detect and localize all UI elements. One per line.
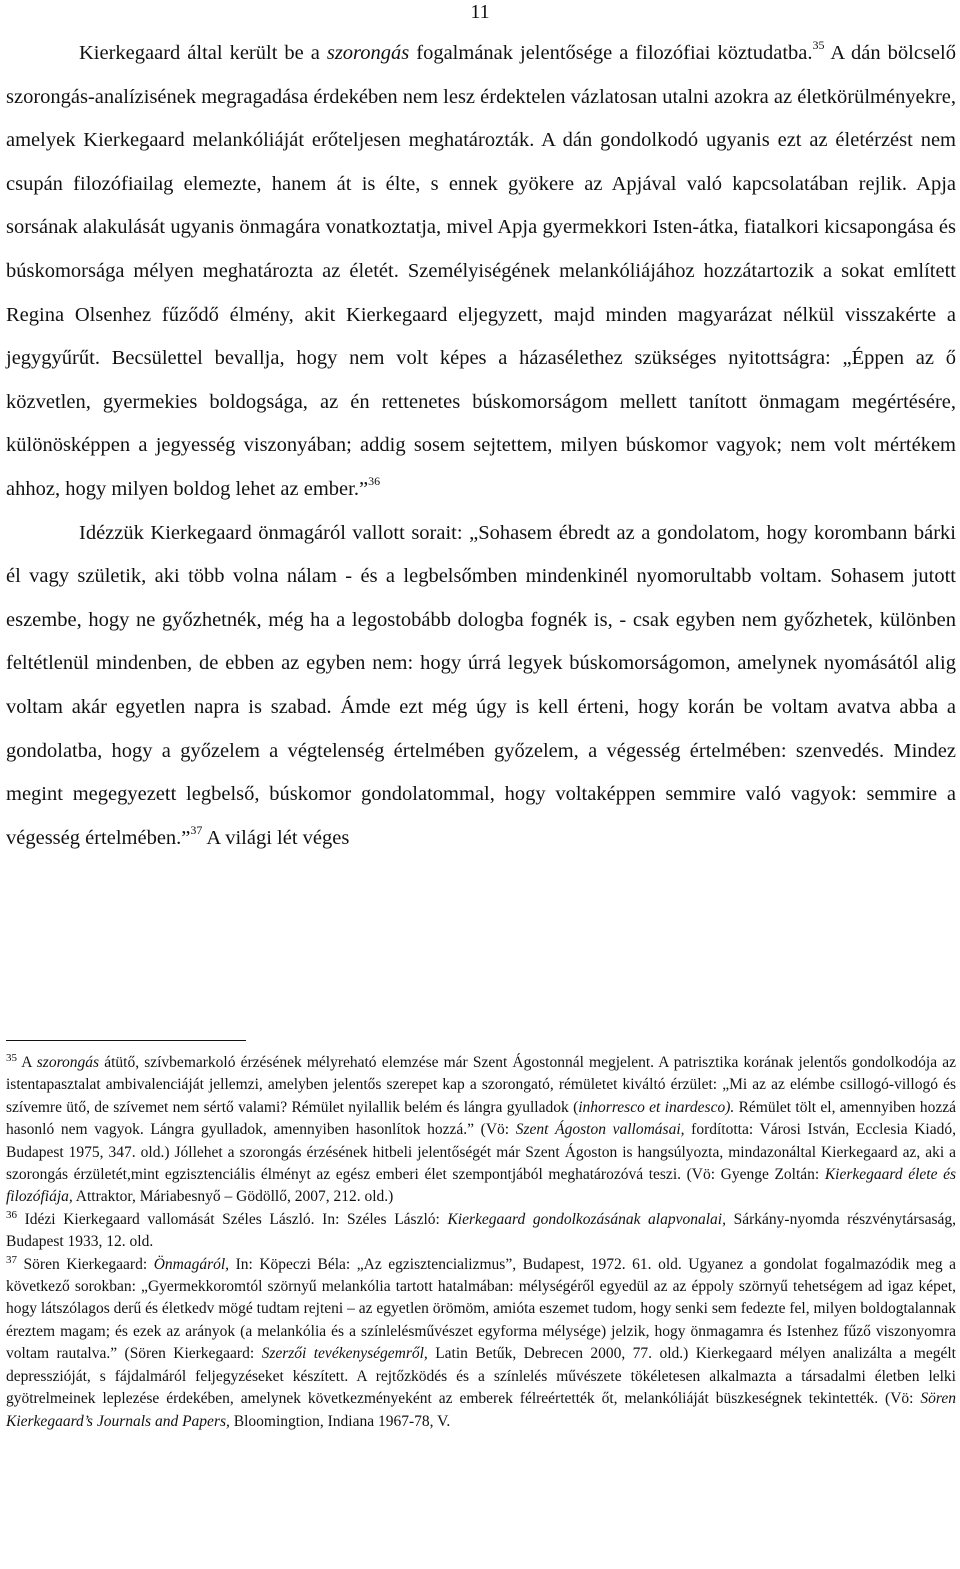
- footnote-35: [6, 1052, 956, 1209]
- fn37-emphasis-a: Önmagáról,: [153, 1255, 230, 1273]
- body-text: [6, 32, 956, 860]
- fn37-emphasis-c: Sören Kierkegaard’s Journals and Papers,: [6, 1390, 956, 1430]
- footnote-ref-36[interactable]: 36: [368, 474, 381, 489]
- page-number: 11: [470, 1, 490, 23]
- footnote-ref-37[interactable]: 37: [190, 822, 203, 837]
- fn35-emphasis-d: Kierkegaard élete és filozófiája,: [6, 1166, 957, 1206]
- fn35-emphasis-b: inhorresco et inardesco).: [578, 1098, 735, 1116]
- fn35-text-e: Attraktor, Máriabesnyő – Gödöllő, 2007, 212. old.): [72, 1188, 394, 1206]
- paragraph-1: [6, 32, 956, 512]
- footnote-number: 37: [6, 1253, 17, 1266]
- fn37-text-a: Sören Kierkegaard:: [17, 1255, 154, 1273]
- p1-text-a: Kierkegaard által került be a: [79, 42, 327, 64]
- fn36-emphasis-a: Kierkegaard gondolkozásának alapvonalai,: [447, 1210, 726, 1228]
- paragraph-2: [6, 512, 956, 861]
- fn35-text-d: fordította: Városi István, Ecclesia Kiadó, Budapest 1975, 347. old.) Jóllehet a szorongás érzésének hitbeli jelentőségét már Szent Ágoston is hangsúlyozta, mindazonáltal Kierkegaard az, aki a szorongás érzületét,mint egzisztenciális élményt az egész emberi élet szempontjából meghatározóvá teszi. (Vö: Gyenge Zoltán:: [6, 1121, 956, 1184]
- fn37-text-b: In: Köpeczi Béla: „Az egzisztencializmus”, Budapest, 1972. 61. old. Ugyanez a gondolat fogalmazódik meg a következő sorokban: „Gyermekkoromtól szörnyű melankólia tartott hatalmában: mélységéről egyedül az az éppoly szörnyű tehetségem ad igaz képet, hogy látszólagos derű és életkedv mögé tudtam rejteni – az egyetlen örömöm, amióta eszemet tudom, hogy senki sem fedezte fel, milyen boldogtalannak éreztem magam; és ezek az arányok (a melankólia és a színlelésművészet egyforma mélysége) jelzik, hogy önmagamra és Istenhez fűző viszonyomra voltam rautalva.” (Sören Kierkegaard:: [6, 1255, 956, 1363]
- footnote-ref-35[interactable]: 35: [812, 38, 825, 53]
- fn36-text-b: Sárkány-nyomda részvénytársaság, Budapest 1933, 12. old.: [6, 1210, 956, 1251]
- fn37-text-d: Bloomingtion, Indiana 1967-78, V.: [229, 1412, 451, 1430]
- footnotes: [6, 1052, 956, 1433]
- footnote-number: 36: [6, 1208, 17, 1221]
- p1-text-b: fogalmának jelentősége a filozófiai köztudatba.: [409, 42, 813, 64]
- fn37-text-c: Latin Betűk, Debrecen 2000, 77. old.) Kierkegaard mélyen analizálta a megélt depresszióját, s fájdalmáról feljegyzéseket készített. A rejtőzködés és a színlelés művészete tökéletesen alkalmazta a társadalmi életben lelki gyötrelmeinek leplezése érdekében, amelynek következményeként az emberek félreértették őt, melankóliáját büszkeségnek tekintették. (Vö:: [6, 1345, 956, 1408]
- fn35-text-a: A: [17, 1054, 37, 1071]
- p1-emphasis: szorongás: [326, 42, 410, 64]
- p2-text-b: A világi lét véges: [202, 826, 350, 849]
- fn35-text-b: átütő, szívbemarkoló érzésének mélyreható elemzése már Szent Ágostonnál megjelent. A patrisztika korának jelentős gondolkodója az istentapasztalat ambivalenciáját jellemzi, amelyben jelentős szerepet kap a szorongató, rémületet kiváltó érzület: „Mi az az elémbe csillogó-villogó és szívemre ütő, de szívemet nem sértő valami? Rémület nyilallik belém és lángra gyulladok (: [6, 1054, 957, 1116]
- p2-text-a: Idézzük Kierkegaard önmagáról vallott sorait: „Sohasem ébredt az a gondolatom, hogy korombann bárki él vagy születik, aki több volna nálam - és a legbelsőmben mindenkinél nyomorultabb voltam. Sohasem jutott eszembe, hogy ne győzhetnék, még ha a legostobább dologba fognék is, - csak egyben nem győzhetek, különben feltétlenül mindenben, de ebben az egyben nem: hogy úrrá legyek búskomorságomon, amelynek nyomásától alig voltam akár egyetlen napra is szabad. Ámde ezt még úgy is kell érteni, hogy korán be voltam avatva abba a gondolatba, hogy a győzelem a végtelenség értelmében győzelem, a végesség értelmében: szenvedés. Mindez megint megegyezett legbelső, búskomor gondolatommal, hogy voltaképpen semmire való vagyok: semmire a végesség értelmében.”: [6, 521, 956, 849]
- fn36-text-a: Idézi Kierkegaard vallomását Széles László. In: Széles László:: [17, 1210, 448, 1228]
- p1-text-c: A dán bölcselő szorongás-analízisének megragadása érdekében nem lesz érdektelen vázlatosan utalni azokra az életkörülményekre, amelyek Kierkegaard melankóliáját erőteljesen meghatározták. A dán gondolkodó ugyanis ezt az életérzést nem csupán filozófiailag elemezte, hanem át is élte, s ennek gyökere az Apjával való kapcsolatában rejlik. Apja sorsának alakulását ugyanis önmagára vonatkoztatja, mivel Apja gyermekkori Isten-átka, fiatalkori kicsapongása és búskomorsága mélyen meghatározta az életét. Személyiségének melankóliájához hozzátartozik a sokat említett Regina Olsenhez fűződő élmény, akit Kierkegaard eljegyzett, majd minden magyarázat nélkül visszakérte a jegygyűrűt. Becsülettel bevallja, hogy nem volt képes a házasélethez szükséges nyitottságra: „Éppen az ő közvetlen, gyermekies boldogsága, az én rettenetes búskomorságom mellett tanított önmagam megértésére, különösképpen a jegyesség viszonyában; addig sosem sejtettem, milyen búskomor vagyok; nem volt mértékem ahhoz, hogy milyen boldog lehet az ember.”: [6, 42, 956, 500]
- fn35-emphasis-c: Szent Ágoston vallomásai,: [515, 1121, 685, 1139]
- fn35-emphasis-a: szorongás: [36, 1054, 100, 1071]
- footnote-number: 35: [6, 1051, 17, 1064]
- fn35-text-c: Rémület tölt el, amennyiben hozzá hasonló nem vagyok. Lángra gyulladok, amennyiben hasonlítok hozzá.” (Vö:: [6, 1098, 956, 1139]
- footnote-37: [6, 1254, 956, 1433]
- footnote-divider: [6, 1040, 246, 1041]
- fn37-emphasis-b: Szerzői tevékenységemről,: [261, 1345, 428, 1363]
- footnote-36: [6, 1209, 956, 1254]
